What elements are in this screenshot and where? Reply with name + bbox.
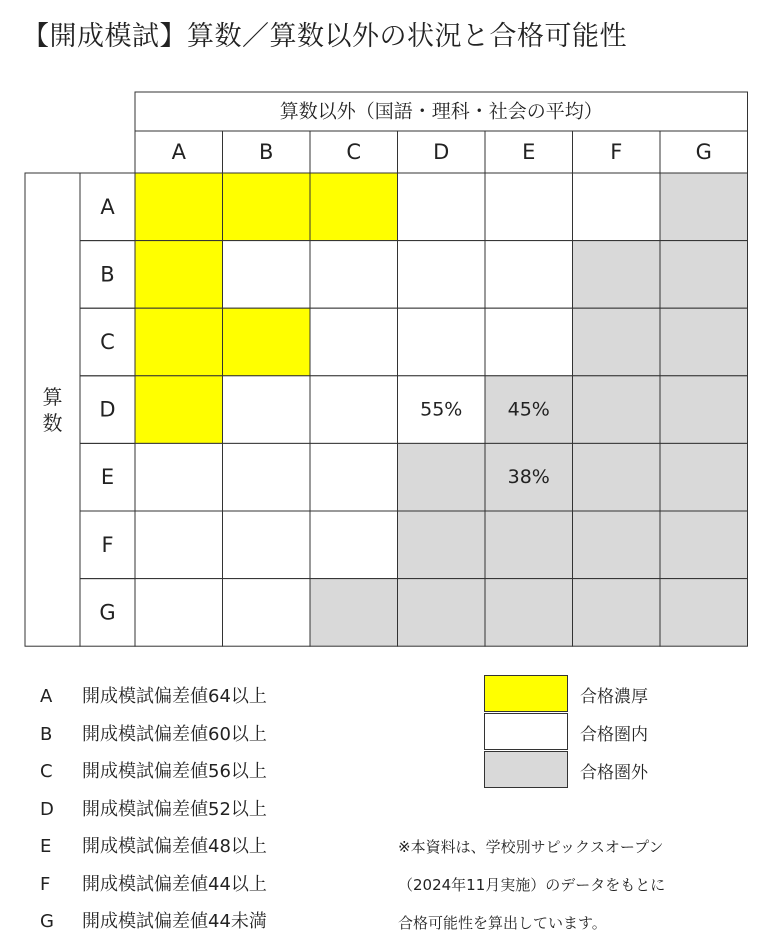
rank-legend-item: [40, 682, 267, 708]
rank-description: 開成模試偏差値44未満: [82, 911, 267, 932]
row-header-label: E: [100, 465, 115, 490]
heatmap-cell: [223, 579, 311, 647]
column-header-label: E: [522, 140, 536, 164]
heatmap-cell: [573, 173, 661, 241]
heatmap-cell: [310, 443, 398, 511]
heatmap-cell: [485, 579, 573, 647]
rank-code: A: [40, 686, 53, 707]
rank-code: B: [40, 723, 53, 745]
heatmap-cell: [135, 308, 223, 376]
note-line: ※本資料は、学校別サピックスオープン: [398, 838, 664, 856]
heatmap-cell: [573, 579, 661, 647]
row-header-label: D: [99, 397, 116, 422]
rank-legend-item: [40, 832, 267, 858]
heatmap-cell: [398, 241, 486, 309]
heatmap-cell: [310, 173, 398, 241]
legend-label: 合格圏内: [580, 725, 648, 745]
column-header-label: B: [259, 140, 274, 164]
rank-description: 開成模試偏差値52以上: [82, 798, 267, 820]
heatmap-cell: [485, 241, 573, 309]
heatmap-cell: [398, 579, 486, 647]
row-header-label: F: [101, 532, 114, 557]
heatmap-cell: [398, 443, 486, 511]
rank-code: D: [40, 798, 54, 820]
cell-percentage-label: 45%: [507, 398, 550, 421]
heatmap-cell: [573, 511, 661, 579]
rank-description: 開成模試偏差値44以上: [82, 873, 267, 895]
heatmap-cell: [573, 443, 661, 511]
heatmap-cell: [660, 173, 748, 241]
heatmap-cell: [485, 173, 573, 241]
rank-code: E: [40, 836, 52, 857]
heatmap-cell: [573, 308, 661, 376]
heatmap-cell: [223, 376, 311, 444]
heatmap-cell: [573, 376, 661, 444]
heatmap-cell: [310, 511, 398, 579]
rank-legend-item: [40, 757, 267, 783]
heatmap-cell: [223, 443, 311, 511]
heatmap-cell: [660, 443, 748, 511]
row-header-label: G: [99, 600, 116, 625]
heatmap-cell: [573, 241, 661, 309]
legend-swatch: [484, 751, 568, 788]
note-line: （2024年11月実施）のデータをもとに: [398, 876, 666, 894]
rank-description: 開成模試偏差値56以上: [82, 761, 267, 782]
heatmap-cell: [485, 308, 573, 376]
heatmap-cell: [223, 511, 311, 579]
legend-label: 合格圏外: [580, 763, 648, 783]
heatmap-cell: [135, 511, 223, 579]
heatmap-cell: [223, 241, 311, 309]
column-header-label: F: [610, 140, 623, 164]
rank-description: 開成模試偏差値60以上: [82, 723, 267, 745]
heatmap-cell: [485, 511, 573, 579]
rank-code: F: [40, 873, 51, 895]
cell-percentage-label: 55%: [420, 398, 463, 421]
heatmap-cell: [310, 241, 398, 309]
rank-code: G: [40, 911, 54, 932]
rank-legend-item: [40, 720, 267, 746]
column-header-label: G: [695, 140, 712, 164]
heatmap-cell: [398, 173, 486, 241]
heatmap-cell: [223, 173, 311, 241]
legend-label: 合格濃厚: [580, 687, 648, 707]
rank-description: 開成模試偏差値64以上: [82, 686, 267, 707]
heatmap-cell: [310, 376, 398, 444]
heatmap-cell: [135, 173, 223, 241]
rank-code: C: [40, 761, 53, 782]
cell-percentage-label: 38%: [507, 466, 550, 489]
note-line: 合格可能性を算出しています。: [398, 914, 607, 932]
row-group-header-box: [25, 173, 80, 646]
heatmap-cell: [310, 579, 398, 647]
page-title: 【開成模試】算数／算数以外の状況と合格可能性: [22, 21, 627, 52]
row-header-label: C: [100, 330, 115, 354]
heatmap-cell: [660, 376, 748, 444]
rank-legend-item: [40, 795, 267, 821]
legend-swatch: [484, 713, 568, 750]
column-header-label: C: [346, 140, 362, 164]
heatmap-cell: [223, 308, 311, 376]
heatmap-cell: [398, 308, 486, 376]
heatmap-cell: [135, 376, 223, 444]
column-group-header: 算数以外（国語・理科・社会の平均）: [279, 100, 603, 123]
row-group-header-char: 算: [42, 385, 63, 409]
heatmap-cell: [310, 308, 398, 376]
heatmap-cell: [660, 308, 748, 376]
heatmap-cell: [135, 579, 223, 647]
rank-legend-item: [40, 907, 267, 933]
rank-legend-item: [40, 870, 267, 896]
column-header-label: D: [433, 140, 450, 164]
heatmap-cell: [135, 443, 223, 511]
row-header-label: B: [100, 262, 115, 287]
row-header-label: A: [100, 194, 115, 219]
row-group-header-char: 数: [42, 411, 63, 435]
legend-swatch: [484, 675, 568, 712]
column-header-label: A: [171, 140, 186, 164]
heatmap-cell: [660, 579, 748, 647]
heatmap-cell: [660, 241, 748, 309]
heatmap-cell: [660, 511, 748, 579]
heatmap-cell: [398, 511, 486, 579]
heatmap-cell: [135, 241, 223, 309]
rank-description: 開成模試偏差値48以上: [82, 836, 267, 857]
